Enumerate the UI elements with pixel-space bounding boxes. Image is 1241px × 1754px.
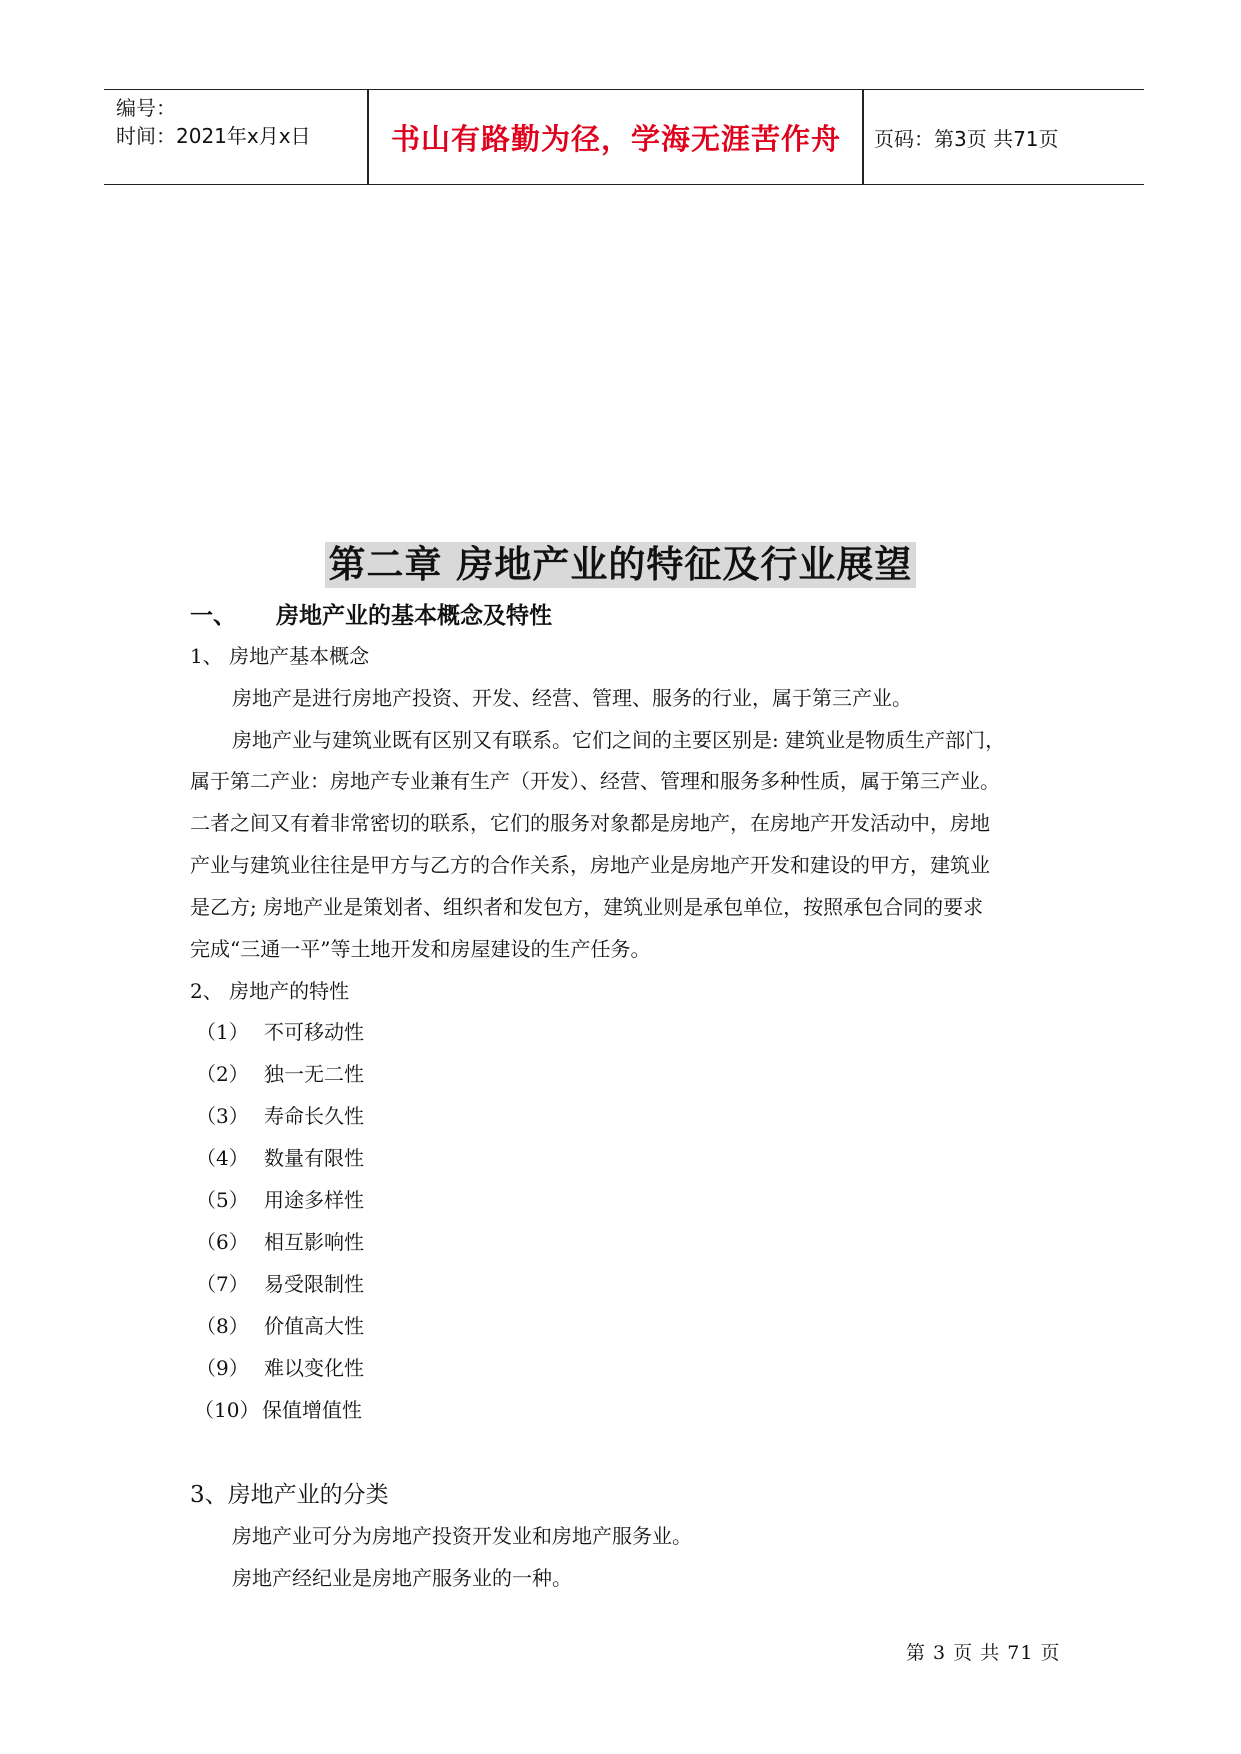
paragraph-line: 二者之间又有着非常密切的联系，它们的服务对象都是房地产，在房地产开发活动中，房地	[190, 811, 990, 835]
trait-item	[196, 1144, 364, 1172]
trait-number: （2）	[196, 1062, 249, 1086]
chapter-title: 第二章 房地产业的特征及行业展望	[325, 542, 917, 588]
trait-text: 价值高大性	[264, 1314, 364, 1338]
subheading-characteristics: 2、 房地产的特性	[190, 979, 350, 1003]
trait-item	[194, 1396, 362, 1424]
trait-text: 不可移动性	[264, 1020, 364, 1044]
trait-text: 易受限制性	[264, 1272, 364, 1296]
trait-text: 寿命长久性	[264, 1104, 364, 1128]
trait-item	[196, 1270, 364, 1298]
trait-text: 相互影响性	[264, 1230, 364, 1254]
subheading-classification: 3、房地产业的分类	[190, 1482, 389, 1508]
trait-text: 独一无二性	[264, 1062, 364, 1086]
header-meta	[116, 94, 366, 150]
header-page-number: 页码：第3页 共71页	[874, 126, 1059, 151]
trait-number: （9）	[196, 1356, 249, 1380]
trait-number: （10）	[194, 1398, 260, 1422]
trait-text: 难以变化性	[264, 1356, 364, 1380]
trait-text: 用途多样性	[264, 1188, 364, 1212]
trait-number: （1）	[196, 1020, 249, 1044]
trait-item	[196, 1060, 364, 1088]
trait-item	[196, 1018, 364, 1046]
paragraph-line: 属于第二产业：房地产专业兼有生产（开发）、经营、管理和服务多种性质，属于第三产业。	[190, 769, 1000, 793]
header-motto: 书山有路勤为径，学海无涯苦作舟	[390, 121, 841, 156]
page-footer: 第 3 页 共 71 页	[906, 1642, 1061, 1664]
page-header	[104, 89, 1144, 185]
document-time-label: 时间：2021年x月x日	[116, 124, 311, 148]
trait-item	[196, 1354, 364, 1382]
trait-text: 保值增值性	[262, 1398, 362, 1422]
section-title: 房地产业的基本概念及特性	[276, 603, 552, 629]
paragraph-definition: 房地产是进行房地产投资、开发、经营、管理、服务的行业，属于第三产业。	[232, 686, 912, 710]
paragraph-classification: 房地产业可分为房地产投资开发业和房地产服务业。	[232, 1524, 692, 1548]
document-number-label: 编号：	[116, 96, 176, 120]
section-heading-1	[190, 597, 552, 630]
trait-item	[196, 1312, 364, 1340]
paragraph-brokerage: 房地产经纪业是房地产服务业的一种。	[232, 1566, 572, 1590]
trait-item	[196, 1228, 364, 1256]
header-divider-left	[367, 90, 369, 184]
trait-item	[196, 1186, 364, 1214]
paragraph-line: 房地产业与建筑业既有区别又有联系。它们之间的主要区别是: 建筑业是物质生产部门，	[232, 728, 1006, 752]
trait-number: （6）	[196, 1230, 249, 1254]
paragraph-line: 产业与建筑业往往是甲方与乙方的合作关系，房地产业是房地产开发和建设的甲方，建筑业	[190, 853, 990, 877]
header-divider-right	[862, 90, 864, 184]
section-number: 一、	[190, 603, 236, 629]
paragraph-line: 完成“三通一平”等土地开发和房屋建设的生产任务。	[190, 937, 651, 961]
subheading-basic-concept: 1、 房地产基本概念	[190, 644, 370, 668]
trait-text: 数量有限性	[264, 1146, 364, 1170]
trait-number: （4）	[196, 1146, 249, 1170]
chapter-title-row	[0, 542, 1241, 588]
trait-number: （5）	[196, 1188, 249, 1212]
trait-number: （7）	[196, 1272, 249, 1296]
trait-item	[196, 1102, 364, 1130]
trait-number: （8）	[196, 1314, 249, 1338]
paragraph-line: 是乙方; 房地产业是策划者、组织者和发包方，建筑业则是承包单位，按照承包合同的要求	[190, 895, 984, 919]
trait-number: （3）	[196, 1104, 249, 1128]
